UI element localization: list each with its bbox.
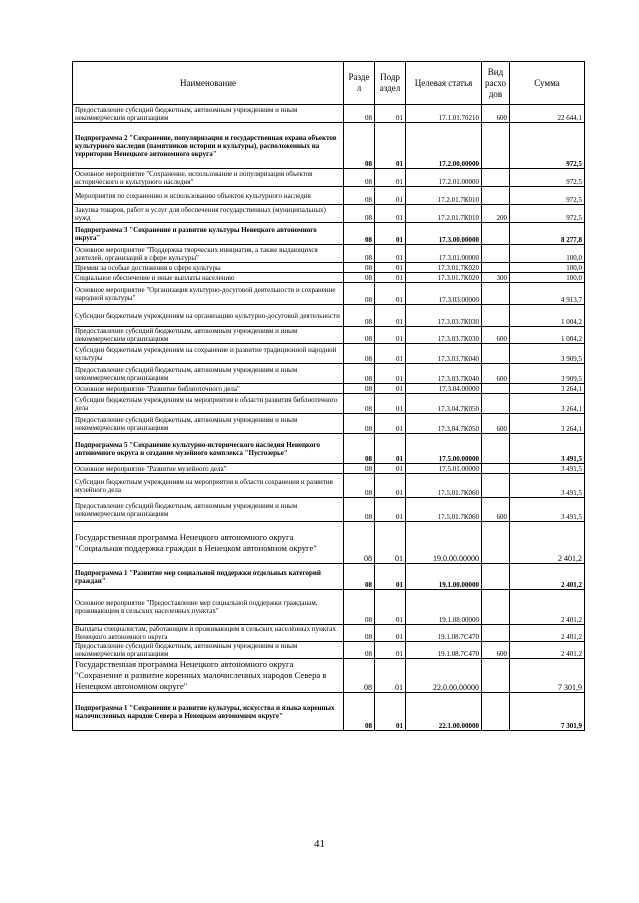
row-code: 17.1.01.70210 — [406, 105, 482, 123]
row-code: 17.2.00.00000 — [406, 123, 482, 169]
row-section: 08 — [344, 693, 375, 731]
table-row — [73, 344, 585, 364]
row-section: 08 — [344, 205, 375, 223]
row-code: 17.3.03.7К040 — [406, 344, 482, 364]
row-subsection: 01 — [375, 659, 406, 693]
row-section: 08 — [344, 474, 375, 498]
table-row — [73, 625, 585, 642]
row-subsection: 01 — [375, 464, 406, 474]
row-name: Предоставление субсидий бюджетным, автономным учреждениям и иным некоммерческим организациям — [73, 414, 344, 434]
table-row — [73, 105, 585, 123]
row-section: 08 — [344, 590, 375, 625]
row-expense-type — [482, 464, 510, 474]
table-row — [73, 187, 585, 205]
row-code: 19.1.08.00000 — [406, 590, 482, 625]
row-name: Основное мероприятие "Поддержка творческих инициатив, а также выдающихся деятелей, организаций в сфере культуры" — [73, 245, 344, 263]
row-name: Подпрограмма 3 "Сохранение и развитие культуры Ненецкого автономного округа" — [73, 223, 344, 245]
row-expense-type — [482, 625, 510, 642]
row-subsection: 01 — [375, 105, 406, 123]
row-expense-type: 300 — [482, 273, 510, 283]
table-row — [73, 434, 585, 464]
row-code: 19.1.08.7С470 — [406, 642, 482, 659]
header-expense-type: Вид расхо дов — [482, 62, 510, 105]
row-name: Субсидии бюджетным учреждениям на мероприятия в области развития библиотечного дела — [73, 394, 344, 414]
row-code: 17.5.01.00000 — [406, 464, 482, 474]
row-expense-type — [482, 590, 510, 625]
row-section: 08 — [344, 659, 375, 693]
table-row — [73, 693, 585, 731]
row-sum: 22 644,1 — [510, 105, 585, 123]
table-row — [73, 364, 585, 384]
row-name: Предоставление субсидий бюджетным, автономным учреждениям и иным некоммерческим организациям — [73, 642, 344, 659]
row-section: 08 — [344, 223, 375, 245]
row-subsection: 01 — [375, 693, 406, 731]
row-name: Социальное обеспечение и иные выплаты населению — [73, 273, 344, 283]
row-sum: 3 491,5 — [510, 474, 585, 498]
row-code: 19.0.00.00000 — [406, 522, 482, 564]
table-row — [73, 464, 585, 474]
row-sum: 3 909,5 — [510, 344, 585, 364]
header-sum: Сумма — [510, 62, 585, 105]
row-subsection: 01 — [375, 273, 406, 283]
row-subsection: 01 — [375, 169, 406, 187]
row-sum: 2 401,2 — [510, 564, 585, 590]
row-expense-type — [482, 223, 510, 245]
row-name: Премии за особые достижения в сфере культуры — [73, 263, 344, 273]
row-expense-type: 600 — [482, 105, 510, 123]
row-name: Основное мероприятие "Организация культурно-досуговой деятельности и сохранение народной культуры" — [73, 283, 344, 305]
row-code: 17.3.01.7К020 — [406, 273, 482, 283]
row-name: Субсидии бюджетным учреждениям на сохранение и развитие традиционной народной культуры — [73, 344, 344, 364]
row-subsection: 01 — [375, 564, 406, 590]
row-expense-type — [482, 123, 510, 169]
table-row — [73, 327, 585, 344]
table-row — [73, 498, 585, 522]
row-name: Закупка товаров, работ и услуг для обеспечения государственных (муниципальных) нужд — [73, 205, 344, 223]
row-name: Подпрограмма 1 "Развитие мер социальной поддержки отдельных категорий граждан" — [73, 564, 344, 590]
row-code: 19.1.08.7С470 — [406, 625, 482, 642]
row-expense-type — [482, 344, 510, 364]
row-expense-type — [482, 564, 510, 590]
row-expense-type — [482, 305, 510, 327]
row-code: 17.3.01.7К020 — [406, 263, 482, 273]
row-code: 22.1.00.00000 — [406, 693, 482, 731]
row-subsection: 01 — [375, 414, 406, 434]
row-section: 08 — [344, 625, 375, 642]
row-name: Подпрограмма 5 "Сохранение культурно-исторического наследия Ненецкого автономного округа и создание музейного комплекса "Пустозерье" — [73, 434, 344, 464]
table-row — [73, 245, 585, 263]
row-sum: 8 277,8 — [510, 223, 585, 245]
row-expense-type: 600 — [482, 642, 510, 659]
row-sum: 2 401,2 — [510, 642, 585, 659]
row-code: 22.0.00.00000 — [406, 659, 482, 693]
row-name: Подпрограмма 1 "Сохранение и развитие культуры, искусства и языка коренных малочисленных народов Севера в Ненецком автономном округе" — [73, 693, 344, 731]
row-name: Основное мероприятие "Развитие библиотечного дела" — [73, 384, 344, 394]
row-sum: 1 004,2 — [510, 305, 585, 327]
row-code: 17.2.01.00000 — [406, 169, 482, 187]
row-expense-type — [482, 522, 510, 564]
table-row — [73, 590, 585, 625]
row-sum: 7 301,9 — [510, 659, 585, 693]
row-expense-type: 600 — [482, 364, 510, 384]
row-subsection: 01 — [375, 625, 406, 642]
row-subsection: 01 — [375, 434, 406, 464]
row-code: 17.3.04.7К050 — [406, 394, 482, 414]
table-body — [73, 105, 585, 731]
row-section: 08 — [344, 169, 375, 187]
row-subsection: 01 — [375, 394, 406, 414]
table-row — [73, 564, 585, 590]
table-row — [73, 273, 585, 283]
row-expense-type — [482, 187, 510, 205]
row-subsection: 01 — [375, 384, 406, 394]
row-section: 08 — [344, 642, 375, 659]
row-expense-type — [482, 263, 510, 273]
row-subsection: 01 — [375, 123, 406, 169]
row-sum: 972,5 — [510, 169, 585, 187]
row-sum: 100,0 — [510, 273, 585, 283]
row-expense-type — [482, 394, 510, 414]
row-sum: 2 401,2 — [510, 522, 585, 564]
row-name: Государственная программа Ненецкого автономного округа "Сохранение и развитие коренных малочисленных народов Севера в Ненецком автономном округе" — [73, 659, 344, 693]
row-expense-type — [482, 434, 510, 464]
row-sum: 972,5 — [510, 123, 585, 169]
row-subsection: 01 — [375, 263, 406, 273]
row-section: 08 — [344, 564, 375, 590]
header-code: Целевая статья — [406, 62, 482, 105]
row-section: 08 — [344, 464, 375, 474]
table-row — [73, 659, 585, 693]
row-section: 08 — [344, 105, 375, 123]
header-subsection: Подр аздел — [375, 62, 406, 105]
row-name: Подпрограмма 2 "Сохранение, популяризация и государственная охрана объектов культурного наследия (памятников истории и культуры), расположенных на территории Ненецкого автономного округа" — [73, 123, 344, 169]
row-sum: 972,5 — [510, 205, 585, 223]
table-row — [73, 205, 585, 223]
row-sum: 3 491,5 — [510, 434, 585, 464]
row-subsection: 01 — [375, 305, 406, 327]
row-subsection: 01 — [375, 205, 406, 223]
row-name: Субсидии бюджетным учреждениям на мероприятия в области сохранения и развития музейного дела — [73, 474, 344, 498]
table-row — [73, 169, 585, 187]
row-sum: 3 909,5 — [510, 364, 585, 384]
row-expense-type: 200 — [482, 205, 510, 223]
row-name: Выплаты специалистам, работающим и проживающим в сельских населённых пунктах Ненецкого автономного округа — [73, 625, 344, 642]
row-sum: 3 491,5 — [510, 464, 585, 474]
page-number: 41 — [314, 838, 325, 850]
row-subsection: 01 — [375, 245, 406, 263]
row-code: 17.2.01.7К010 — [406, 205, 482, 223]
row-subsection: 01 — [375, 474, 406, 498]
row-expense-type — [482, 384, 510, 394]
row-name: Мероприятия по сохранению и использованию объектов культурного наследия — [73, 187, 344, 205]
row-section: 08 — [344, 394, 375, 414]
row-name: Предоставление субсидий бюджетным, автономным учреждениям и иным некоммерческим организациям — [73, 364, 344, 384]
row-sum: 3 491,5 — [510, 498, 585, 522]
row-section: 08 — [344, 305, 375, 327]
row-sum: 100,0 — [510, 263, 585, 273]
row-expense-type: 600 — [482, 498, 510, 522]
row-sum: 1 004,2 — [510, 327, 585, 344]
row-expense-type — [482, 474, 510, 498]
row-subsection: 01 — [375, 364, 406, 384]
table-row — [73, 642, 585, 659]
row-sum: 100,0 — [510, 245, 585, 263]
row-subsection: 01 — [375, 590, 406, 625]
row-expense-type — [482, 169, 510, 187]
row-name: Основное мероприятие "Развитие музейного дела" — [73, 464, 344, 474]
table-row — [73, 263, 585, 273]
table-row — [73, 305, 585, 327]
row-subsection: 01 — [375, 522, 406, 564]
row-code: 17.3.01.00000 — [406, 245, 482, 263]
row-name: Государственная программа Ненецкого автономного округа "Социальная поддержка граждан в Ненецком автономном округе" — [73, 522, 344, 564]
row-subsection: 01 — [375, 187, 406, 205]
row-section: 08 — [344, 384, 375, 394]
table-row — [73, 283, 585, 305]
row-subsection: 01 — [375, 223, 406, 245]
row-section: 08 — [344, 187, 375, 205]
table-row — [73, 414, 585, 434]
row-expense-type: 600 — [482, 414, 510, 434]
row-expense-type — [482, 659, 510, 693]
table-row — [73, 123, 585, 169]
row-sum: 2 401,2 — [510, 590, 585, 625]
row-section: 08 — [344, 498, 375, 522]
row-code: 17.5.01.7К060 — [406, 498, 482, 522]
row-subsection: 01 — [375, 283, 406, 305]
row-sum: 7 301,9 — [510, 693, 585, 731]
row-section: 08 — [344, 434, 375, 464]
row-section: 08 — [344, 344, 375, 364]
row-section: 08 — [344, 245, 375, 263]
row-sum: 2 401,2 — [510, 625, 585, 642]
row-code: 17.3.03.7К040 — [406, 364, 482, 384]
row-subsection: 01 — [375, 344, 406, 364]
table-row — [73, 522, 585, 564]
row-code: 17.5.01.7К060 — [406, 474, 482, 498]
row-code: 17.3.04.7К050 — [406, 414, 482, 434]
row-code: 17.5.00.00000 — [406, 434, 482, 464]
row-section: 08 — [344, 273, 375, 283]
row-section: 08 — [344, 283, 375, 305]
row-section: 08 — [344, 414, 375, 434]
row-sum: 972,5 — [510, 187, 585, 205]
header-section: Разде л — [344, 62, 375, 105]
row-code: 17.2.01.7К010 — [406, 187, 482, 205]
row-section: 08 — [344, 263, 375, 273]
row-expense-type: 600 — [482, 327, 510, 344]
row-name: Предоставление субсидий бюджетным, автономным учреждениям и иным некоммерческим организациям — [73, 105, 344, 123]
table-row — [73, 223, 585, 245]
row-section: 08 — [344, 123, 375, 169]
table-row — [73, 384, 585, 394]
row-section: 08 — [344, 522, 375, 564]
row-section: 08 — [344, 364, 375, 384]
budget-table — [72, 61, 585, 731]
row-name: Предоставление субсидий бюджетным, автономным учреждениям и иным некоммерческим организациям — [73, 498, 344, 522]
row-code: 17.3.03.7К030 — [406, 327, 482, 344]
table-row — [73, 394, 585, 414]
row-code: 17.3.04.00000 — [406, 384, 482, 394]
row-name: Предоставление субсидий бюджетным, автономным учреждениям и иным некоммерческим организациям — [73, 327, 344, 344]
table-row — [73, 474, 585, 498]
row-code: 19.1.00.00000 — [406, 564, 482, 590]
row-sum: 3 264,1 — [510, 384, 585, 394]
row-code: 17.3.03.00000 — [406, 283, 482, 305]
row-name: Основное мероприятие "Предоставление мер социальной поддержки гражданам, проживающим в сельских населенных пунктах" — [73, 590, 344, 625]
row-expense-type — [482, 693, 510, 731]
table-header-row — [73, 62, 585, 105]
row-name: Основное мероприятие "Сохранение, использование и популяризация объектов исторического и культурного наследия" — [73, 169, 344, 187]
row-sum: 3 264,1 — [510, 414, 585, 434]
row-subsection: 01 — [375, 642, 406, 659]
row-subsection: 01 — [375, 327, 406, 344]
header-name: Наименование — [73, 62, 344, 105]
row-sum: 4 913,7 — [510, 283, 585, 305]
row-code: 17.3.00.00000 — [406, 223, 482, 245]
row-name: Субсидии бюджетным учреждениям на организацию культурно-досуговой деятельности — [73, 305, 344, 327]
row-subsection: 01 — [375, 498, 406, 522]
row-section: 08 — [344, 327, 375, 344]
row-sum: 3 264,1 — [510, 394, 585, 414]
row-expense-type — [482, 283, 510, 305]
row-expense-type — [482, 245, 510, 263]
row-code: 17.3.03.7К030 — [406, 305, 482, 327]
